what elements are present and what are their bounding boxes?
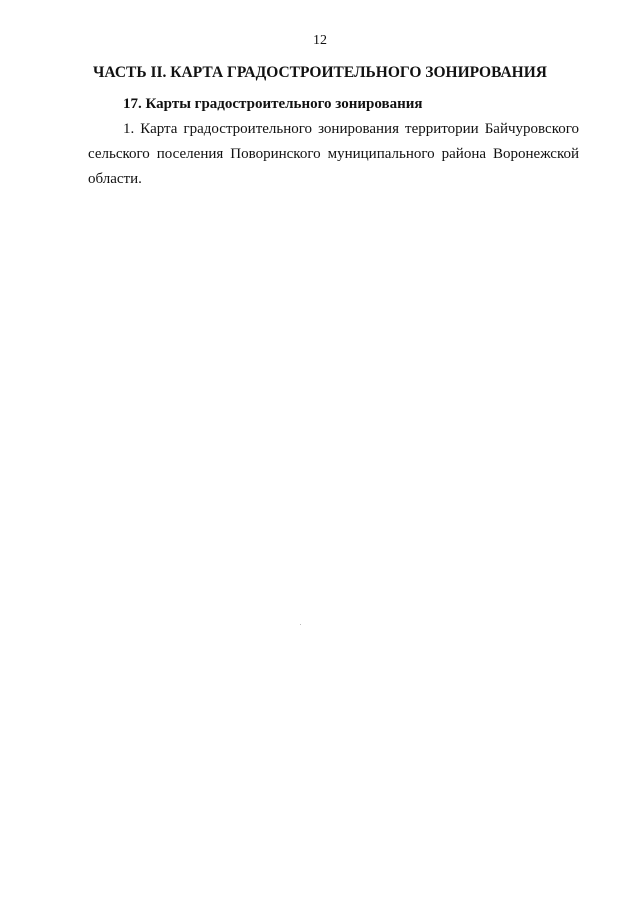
part-title: ЧАСТЬ II. КАРТА ГРАДОСТРОИТЕЛЬНОГО ЗОНИРОВАНИЯ	[93, 64, 547, 81]
section-title: 17. Карты градостроительного зонирования	[123, 96, 423, 112]
scan-speck	[300, 624, 301, 625]
page-number: 12	[313, 33, 327, 48]
body-paragraph: 1. Карта градостроительного зонирования территории Байчуровского сельского поселения Поворинского муниципального района Воронежской области.	[88, 121, 579, 187]
